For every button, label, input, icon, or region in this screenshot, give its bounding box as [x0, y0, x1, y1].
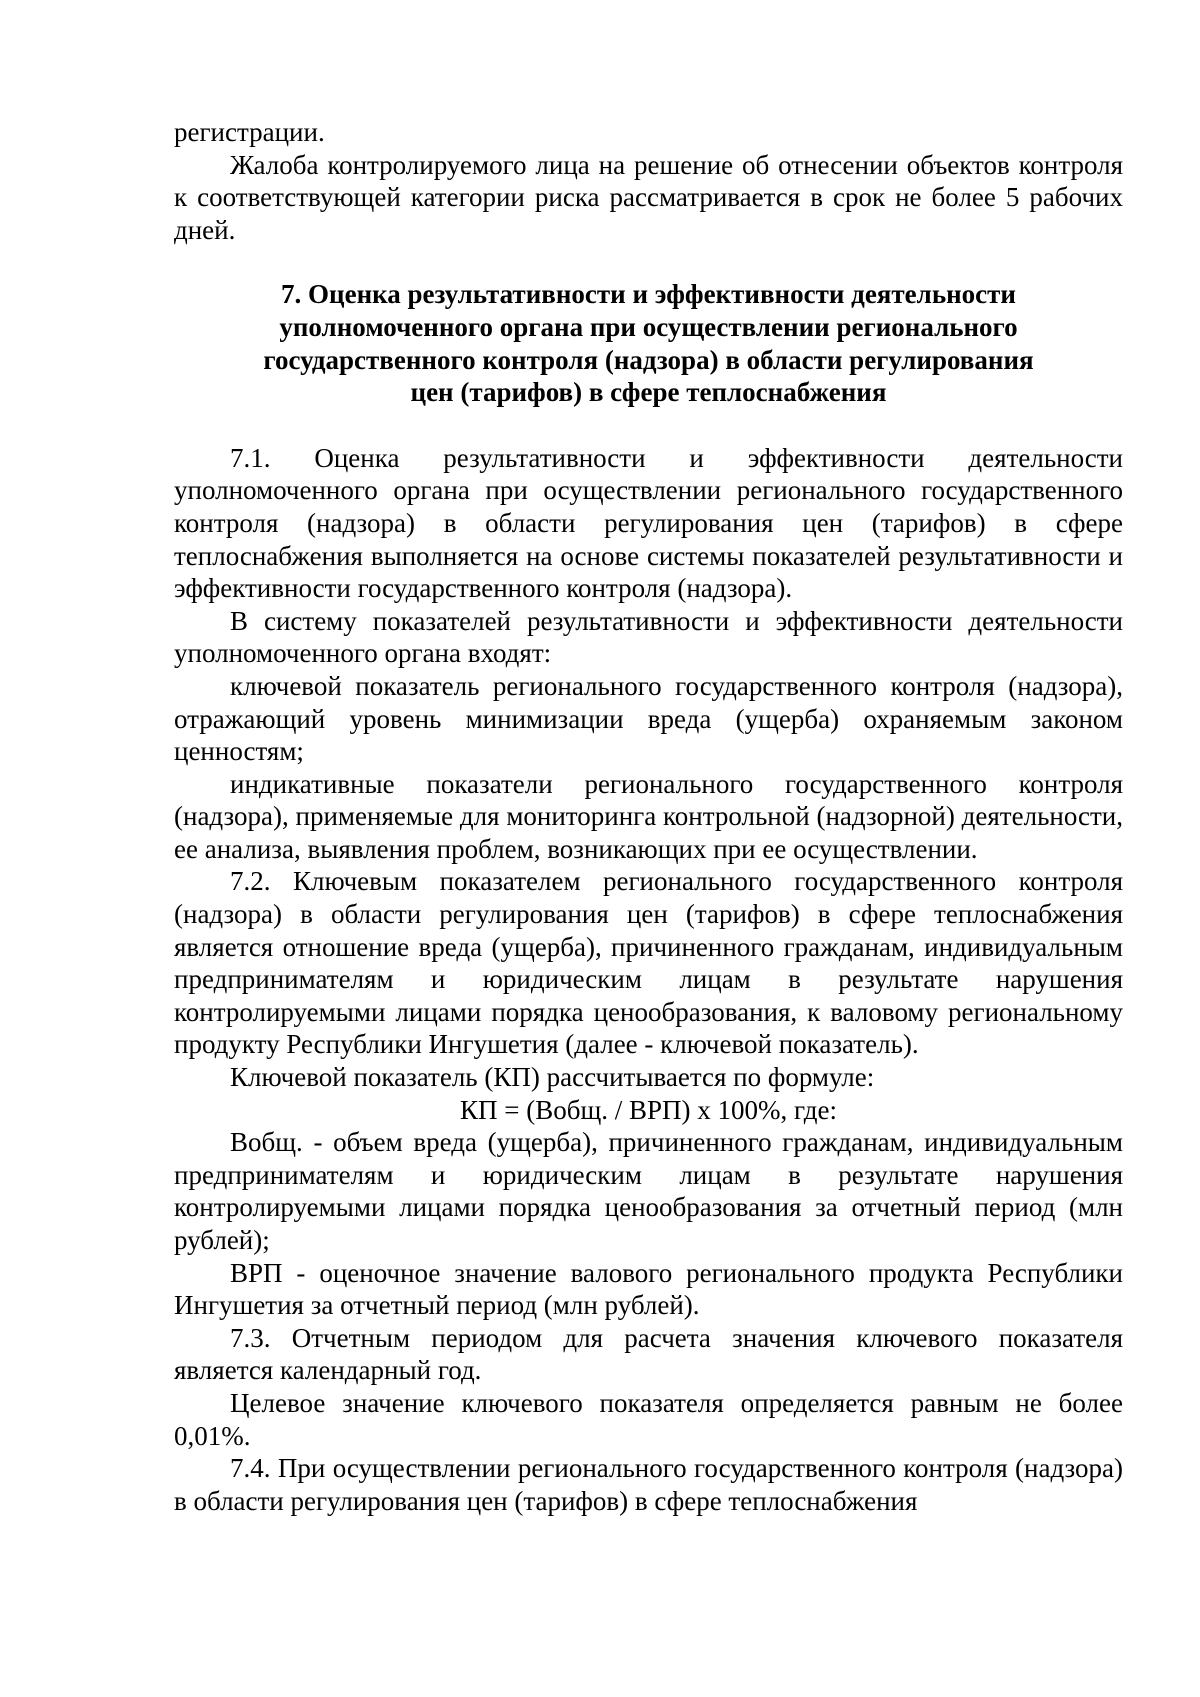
- paragraph-target-value: Целевое значение ключевого показателя определяется равным не более 0,01%.: [174, 1387, 1123, 1451]
- document-body: [174, 116, 1123, 1517]
- paragraph-7-4: 7.4. При осуществлении регионального государственного контроля (надзора) в области регулирования цен (тарифов) в сфере теплоснабжения: [174, 1453, 1123, 1516]
- paragraph-key-indicator-item: ключевой показатель регионального государственного контроля (надзора), отражающий уровень минимизации вреда (ущерба) охраняемым законом ценностям;: [174, 670, 1123, 767]
- paragraph-7-2: 7.2. Ключевым показателем регионального государственного контроля (надзора) в области регулирования цен (тарифов) в сфере теплоснабжения является отношение вреда (ущерба), причиненного гражданам, индивидуальным предпринимателям и юридическим лицам в результате нарушения контролируемыми лицами порядка ценообразования, к валовому региональному продукту Республики Ингушетия (далее - ключевой показатель).: [174, 866, 1123, 1060]
- paragraph-vobsch-definition: Вобщ. - объем вреда (ущерба), причиненного гражданам, индивидуальным предпринимателям и юридическим лицам в результате нарушения контролируемыми лицами порядка ценообразования за отчетный период (млн рублей);: [174, 1127, 1123, 1255]
- paragraph-vrp-definition: ВРП - оценочное значение валового регионального продукта Республики Ингушетия за отчетный период (млн рублей).: [174, 1257, 1123, 1321]
- paragraph-indicative-item: индикативные показатели регионального государственного контроля (надзора), применяемые для мониторинга контрольной (надзорной) деятельности, ее анализа, выявления проблем, возникающих при ее осуществлении.: [174, 768, 1123, 864]
- paragraph-continuation: регистрации.: [174, 117, 325, 147]
- paragraph-7-1: 7.1. Оценка результативности и эффективности деятельности уполномоченного органа при осуществлении регионального государственного контроля (надзора) в области регулирования цен (тарифов) в сфере теплоснабжения выполняется на основе системы показателей результативности и эффективности государственного контроля (надзора).: [174, 442, 1123, 604]
- formula: КП = (Вобщ. / ВРП) x 100%, где:: [460, 1094, 837, 1125]
- section-heading-line: уполномоченного органа при осуществлении регионального: [279, 311, 1018, 342]
- paragraph-7-3: 7.3. Отчетным периодом для расчета значения ключевого показателя является календарный год.: [174, 1322, 1123, 1386]
- section-heading-line: 7. Оценка результативности и эффективности деятельности: [281, 279, 1016, 310]
- section-heading-line: государственного контроля (надзора) в области регулирования: [263, 344, 1034, 375]
- paragraph-formula-intro: Ключевой показатель (КП) рассчитывается по формуле:: [230, 1062, 875, 1093]
- section-heading-line: цен (тарифов) в сфере теплоснабжения: [410, 377, 887, 408]
- paragraph-indicators-system: В систему показателей результативности и эффективности деятельности уполномоченного органа входят:: [174, 605, 1123, 669]
- paragraph-complaint: Жалоба контролируемого лица на решение об отнесении объектов контроля к соответствующей категории риска рассматривается в срок не более 5 рабочих дней.: [174, 149, 1123, 245]
- section-heading: [174, 278, 1123, 408]
